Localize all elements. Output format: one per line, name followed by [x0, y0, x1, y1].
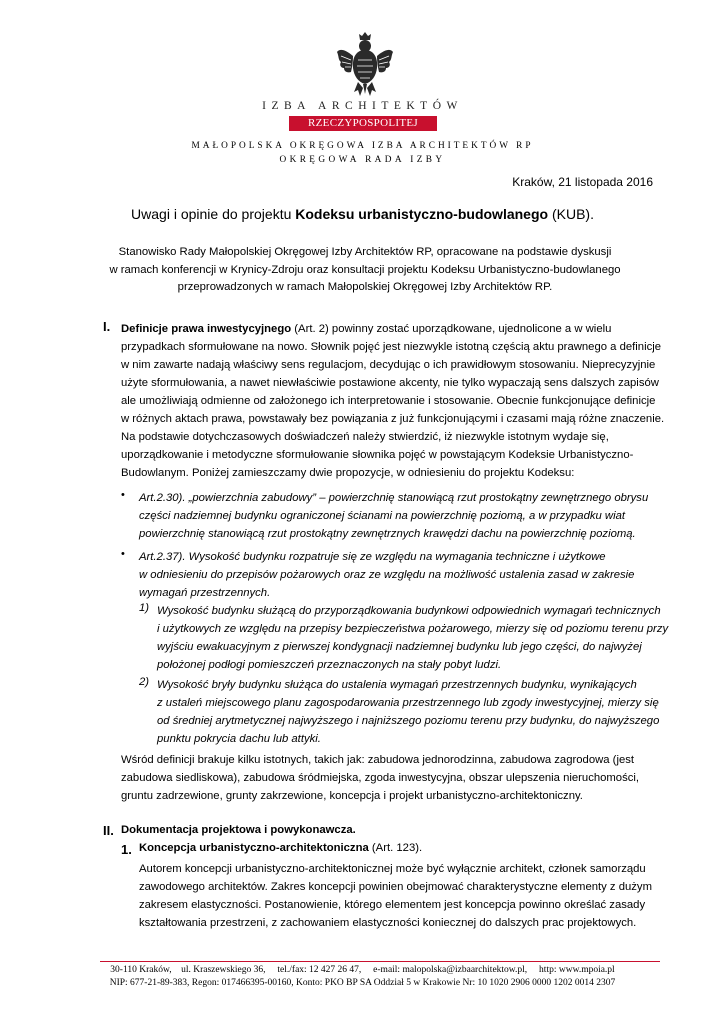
paragraph-line: przypadkach sformułowane na nowo. Słownik pojęć jest niezwykle istotną częścią aktu prawnego a definicje — [121, 341, 662, 353]
paragraph-line: Art.2.30). „powierzchnia zabudowy” – powierzchnię stanowiącą rzut prostokątny zewnętrznego obrysu — [139, 492, 649, 504]
paragraph-line: Wysokość bryły budynku służąca do ustalenia wymagań przestrzennych budynku, wynikających — [157, 679, 637, 691]
paragraph-line: ale umożliwiają odmienne od założonego ich interpretowanie i stosowanie. Obecnie funkcjonujące definicje — [121, 395, 656, 407]
title-bold: Kodeksu urbanistyczno-budowlanego — [295, 206, 549, 222]
paragraph-line: Wysokość budynku służącą do przyporządkowania budynkowi odpowiednich wymagań technicznych — [157, 605, 661, 617]
section-heading: Definicje prawa inwestycyjnego — [121, 323, 292, 335]
subsection-heading — [139, 842, 422, 854]
paragraph-line: punktu pokrycia dachu lub attyki. — [157, 733, 321, 745]
section-number: II. — [103, 823, 114, 838]
sub-definition-item — [157, 602, 669, 674]
paragraph-line: zabudowa siedliskowa), zabudowa śródmiejska, zgoda inwestycyjna, obszar ulepszenia nieruchomości, — [121, 772, 640, 784]
definition-item — [139, 548, 654, 602]
line-text: (Art. 2) powinny zostać uporządkowane, ujednolicone a w wielu — [291, 323, 612, 335]
paragraph-line: części nadziemnej budynku ograniczonej ścianami na powierzchnię poziomą, a w przypadku wiat — [139, 510, 626, 522]
paragraph-line: Budowlanym. Poniżej zamieszczamy dwie propozycje, w odniesieniu do projektu Kodeksu: — [121, 467, 575, 479]
section-number: I. — [103, 319, 111, 334]
organization-banner: RZECZYPOSPOLITEJ POLSKIEJ — [289, 116, 437, 131]
council-name: OKRĘGOWA RADA IZBY — [279, 155, 446, 165]
eagle-emblem-icon — [336, 32, 394, 98]
subsection-heading-bold: Koncepcja urbanistyczno-architektoniczna — [139, 842, 369, 854]
subsection-heading-suffix: (Art. 123). — [368, 842, 423, 854]
bullet-icon: • — [121, 548, 125, 560]
paragraph-line: w nim zawarte nadają właściwy sens regulacjom, decydując o ich prawidłowym stosowaniu. Nieprecyzyjnie — [121, 359, 656, 371]
section-1-paragraph — [121, 320, 665, 428]
paragraph-line: gruntu zadrzewione, grunty zakrzewione, koncepcja i projekt urbanistyczno-architektoniczny. — [121, 790, 583, 802]
paragraph-line: użyte sformułowania, a nawet niewłaściwie postawione akcenty, nie tylko wypaczają sens dalszych zapisów — [121, 377, 659, 389]
sub-definition-item — [157, 676, 660, 748]
paragraph-line: położonej podłogi pomieszczeń przeznaczonych na stały pobyt ludzi. — [157, 659, 502, 671]
paragraph-line: Wśród definicji brakuje kilku istotnych, takich jak: zabudowa jednorodzinna, zabudowa zagrodowa (jest — [121, 754, 635, 766]
title-prefix: Uwagi i opinie do projektu — [131, 206, 296, 222]
paragraph-line: wymagań przestrzennych. — [139, 587, 271, 599]
paragraph-line: Art.2.37). Wysokość budynku rozpatruje się ze względu na wymagania techniczne i użytkowe — [139, 551, 606, 563]
footer-bank-details: NIP: 677-21-89-383, Regon: 017466395-00160, Konto: PKO BP SA Oddział 5 w Krakowie Nr: 10 1020 2906 0000 1202 0014 2307 — [109, 978, 616, 988]
paragraph-line: od średniej arytmetycznej najwyższego i najniższego poziomu terenu przy budynku, do najwyższego — [157, 715, 660, 727]
footer-contact: 30-110 Kraków, ul. Kraszewskiego 36, tel./fax: 12 427 26 47, e-mail: malopolska@izbaarchitektow.pl, http: www.mpoia.pl — [110, 965, 615, 975]
intro-line: Stanowisko Rady Małopolskiej Okręgowej Izby Architektów RP, opracowane na podstawie dyskusji — [118, 246, 612, 258]
chamber-name: MAŁOPOLSKA OKRĘGOWA IZBA ARCHITEKTÓW RP — [191, 141, 534, 151]
organization-name: IZBA ARCHITEKTÓW — [262, 100, 463, 112]
sub-item-number: 1) — [139, 602, 150, 614]
paragraph-line: zakresem elastyczności. Postanowienie, którego elementem jest koncepcja powinno określać zasady — [139, 899, 646, 911]
intro-line: przeprowadzonych w ramach Małopolskiej Okręgowej Izby Architektów RP. — [177, 281, 553, 293]
paragraph-line: Na podstawie dotychczasowych doświadczeń należy stwierdzić, iż niezwykle istotnym wydaje się, — [121, 431, 609, 443]
paragraph-4 — [139, 860, 654, 932]
document-date: Kraków, 21 listopada 2016 — [512, 175, 653, 189]
paragraph-line: w odniesieniu do przepisów pożarowych oraz ze względu na możliwość ustalenia zasad w zakresie — [139, 569, 635, 581]
paragraph-line: wyjściu ewakuacyjnym z pierwszej kondygnacji nadziemnej budynku lub jego części, do najwyżej — [157, 641, 642, 653]
document-title — [0, 206, 725, 222]
paragraph-line: powierzchnię stanowiącą rzut prostokątny zewnętrznych krawędzi dachu na powierzchnię poziomą. — [139, 528, 636, 540]
paragraph-line: w różnych aktach prawa, powstawały bez powiązania z już funkcjonującymi i czasami mają różne znaczenie. — [121, 413, 665, 425]
paragraph-line: kształtowania przestrzeni, z zachowaniem elastyczności koniecznej do dalszych prac projektowych. — [139, 917, 637, 929]
paragraph-line: i użytkowych ze względu na przepisy bezpieczeństwa pożarowego, mierzy się od poziomu terenu przy — [157, 623, 669, 635]
definition-item — [139, 489, 654, 543]
paragraph-line: Autorem koncepcji urbanistyczno-architektonicznej może być wyłącznie architekt, członek samorządu — [139, 863, 646, 875]
title-suffix: (KUB). — [548, 206, 594, 222]
section-heading: Dokumentacja projektowa i powykonawcza. — [121, 824, 356, 836]
paragraph-2 — [121, 428, 654, 482]
bullet-icon: • — [121, 489, 125, 501]
paragraph-line — [121, 320, 654, 338]
paragraph-3 — [121, 751, 654, 805]
sub-item-number: 2) — [139, 676, 150, 688]
footer-divider — [100, 961, 660, 962]
intro-line: w ramach konferencji w Krynicy-Zdroju oraz konsultacji projektu Kodeksu Urbanistyczno-budowlanego — [109, 263, 621, 276]
subsection-number: 1. — [121, 842, 132, 857]
intro-paragraph — [100, 244, 630, 297]
paragraph-line: z ustaleń miejscowego planu zagospodarowania przestrzennego lub zgody inwestycyjnej, mierzy się — [157, 697, 659, 709]
paragraph-line: uporządkowanie i metodyczne sformułowanie słownika pojęć w powstającym Kodeksie Urbanistyczno- — [121, 449, 634, 461]
paragraph-line: zawodowego architektów. Zakres koncepcji powinien obejmować charakterystyczne elementy z dużym — [139, 881, 652, 893]
